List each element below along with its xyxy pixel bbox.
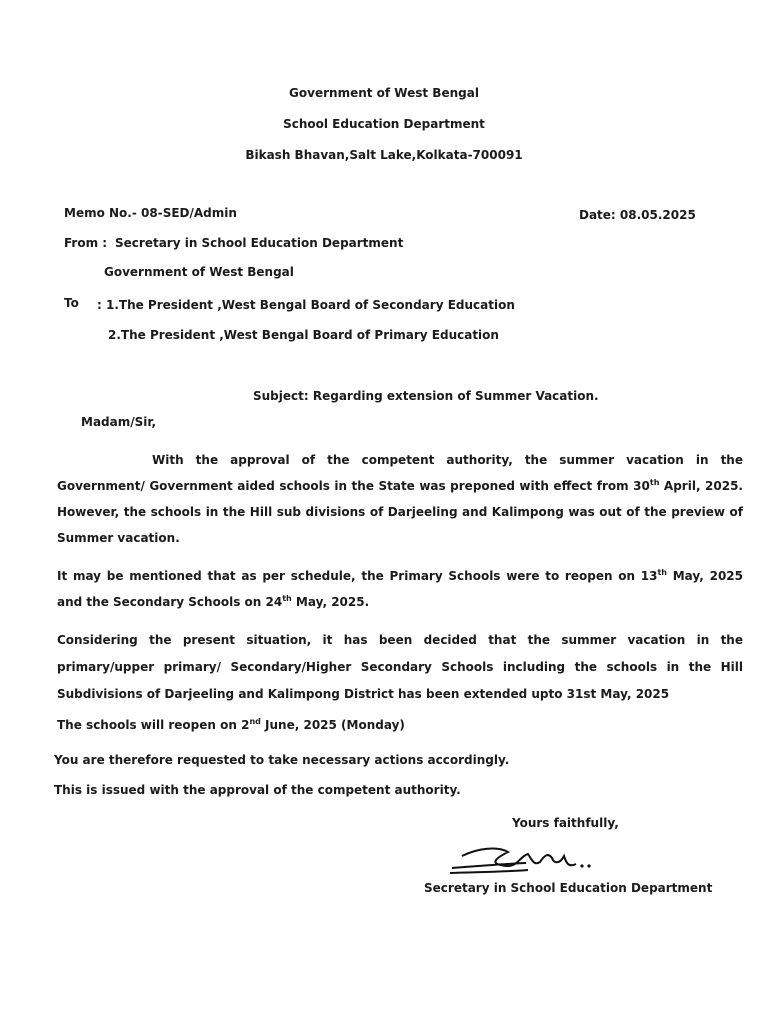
signatory: Secretary in School Education Department xyxy=(424,881,713,895)
paragraph-schedule: It may be mentioned that as per schedule, the Primary Schools were to reopen on 13th May, 2025 and the Secondary Schools on 24th May, 2025. xyxy=(57,568,743,609)
header-government: Government of West Bengal xyxy=(289,86,479,100)
paragraph-approval: With the approval of the competent authority, the summer vacation in the Government/ Government aided schools in the State was preponed with effect from 30th April, 2025. However, the schools in the Hill sub divisions of Darjeeling and Kalimpong was out of the preview of Summer vacation. xyxy=(57,453,743,545)
to-line-2: 2.The President ,West Bengal Board of Primary Education xyxy=(108,328,499,342)
issued-line: This is issued with the approval of the competent authority. xyxy=(54,783,461,797)
salutation: Madam/Sir, xyxy=(81,415,157,429)
reopen-line: The schools will reopen on 2nd June, 2025 (Monday) xyxy=(57,717,405,732)
signature-icon xyxy=(448,842,598,876)
header-address: Bikash Bhavan,Salt Lake,Kolkata-700091 xyxy=(245,148,523,162)
memo-date: Date: 08.05.2025 xyxy=(579,208,696,222)
paragraph-extension: Considering the present situation, it has been decided that the summer vacation in the primary/upper primary/ Secondary/Higher Secondary Schools including the schools in the Hill Subdivisions of Darjeeling and Kalimpong District has been extended upto 31st May, 2025 xyxy=(57,633,743,701)
closing: Yours faithfully, xyxy=(512,816,619,830)
from-line-1: Secretary in School Education Department xyxy=(115,236,404,250)
memo-number: Memo No.- 08-SED/Admin xyxy=(64,206,237,220)
to-label: To xyxy=(64,296,79,310)
from-label: From : xyxy=(64,236,108,250)
request-line: You are therefore requested to take necessary actions accordingly. xyxy=(54,753,510,767)
to-line-1: : 1.The President ,West Bengal Board of Secondary Education xyxy=(97,298,515,312)
header-department: School Education Department xyxy=(283,117,485,131)
subject: Subject: Regarding extension of Summer Vacation. xyxy=(253,389,599,403)
from-line-2: Government of West Bengal xyxy=(104,265,294,279)
